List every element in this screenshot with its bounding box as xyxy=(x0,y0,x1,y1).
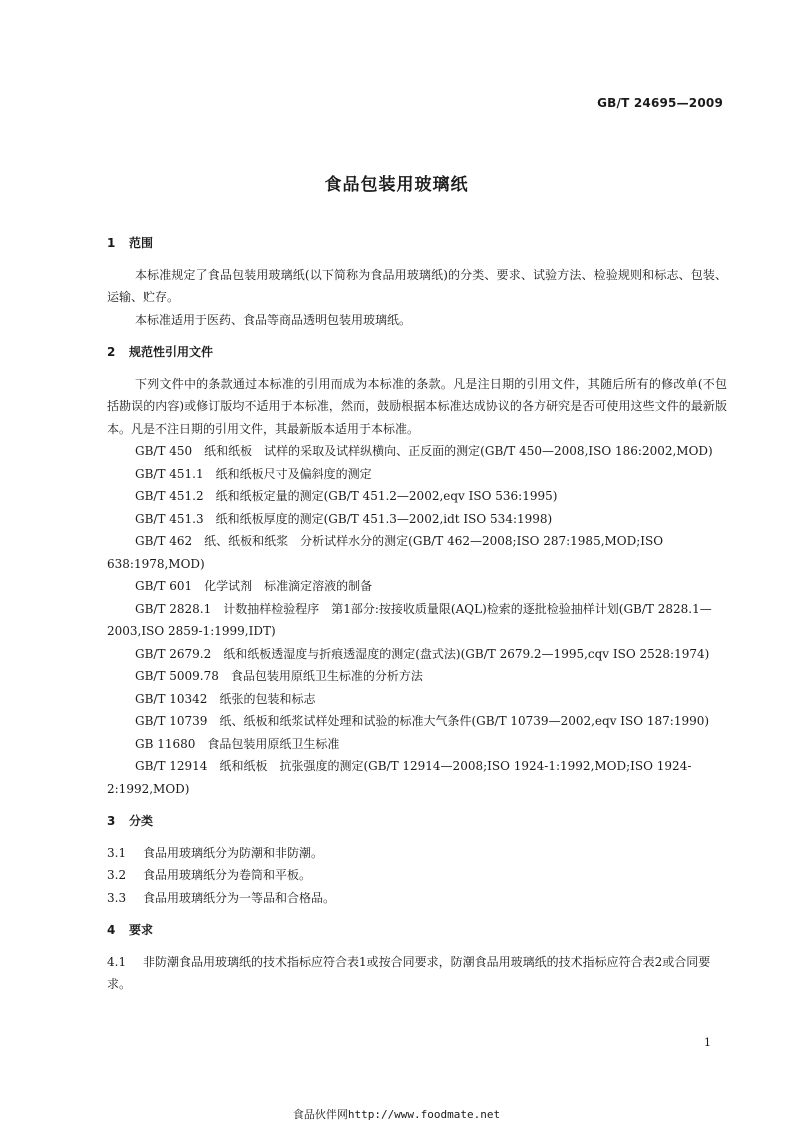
subclause xyxy=(107,842,727,865)
reference-item: GB/T 451.3 纸和纸板厚度的测定(GB/T 451.3—2002,idt ISO 534:1998) xyxy=(135,511,553,526)
subclause-number: 3.1 xyxy=(107,845,127,860)
paragraph: 本标准规定了食品包装用玻璃纸(以下简称为食品用玻璃纸)的分类、要求、试验方法、检验规则和标志、包装、运输、贮存。 xyxy=(107,267,727,304)
subclause xyxy=(107,864,727,887)
subclause-text: 食品用玻璃纸分为卷筒和平板。 xyxy=(143,868,312,882)
reference-item: GB/T 12914 纸和纸板 抗张强度的测定(GB/T 12914—2008;ISO 1924-1:1992,MOD;ISO 1924-2:1992,MOD) xyxy=(107,759,692,796)
section-heading xyxy=(107,810,727,833)
reference-item: GB/T 451.2 纸和纸板定量的测定(GB/T 451.2—2002,eqv ISO 536:1995) xyxy=(135,489,558,503)
subclause xyxy=(107,887,727,910)
subclause-number: 3.3 xyxy=(107,890,127,905)
paragraph: 下列文件中的条款通过本标准的引用而成为本标准的条款。凡是注日期的引用文件，其随后所有的修改单(不包括勘误的内容)或修订版均不适用于本标准，然而，鼓励根据本标准达成协议的各方研究是否可使用这些文件的最新版本。凡是不注日期的引用文件，其最新版本适用于本标准。 xyxy=(107,376,727,436)
reference-item: GB 11680 食品包装用原纸卫生标准 xyxy=(135,736,340,751)
section-title: 范围 xyxy=(129,236,154,250)
document-title: 食品包装用玻璃纸 xyxy=(324,175,469,195)
subclause-text: 食品用玻璃纸分为一等品和合格品。 xyxy=(143,890,336,905)
section-heading xyxy=(107,919,727,942)
section-number: 1 xyxy=(107,236,116,250)
section-number: 2 xyxy=(107,345,116,359)
reference-item: GB/T 462 纸、纸板和纸浆 分析试样水分的测定(GB/T 462—2008;ISO 287:1985,MOD;ISO 638:1978,MOD) xyxy=(107,534,664,571)
section-heading xyxy=(107,232,727,255)
document-body xyxy=(107,232,727,996)
section-number: 4 xyxy=(107,923,116,937)
subclause-text: 食品用玻璃纸分为防潮和非防潮。 xyxy=(143,845,324,860)
subclause-text: 非防潮食品用玻璃纸的技术指标应符合表1或按合同要求，防潮食品用玻璃纸的技术指标应符合表2或合同要求。 xyxy=(107,954,711,991)
reference-item: GB/T 2679.2 纸和纸板透湿度与折痕透湿度的测定(盘式法)(GB/T 2679.2—1995,cqv ISO 2528:1974) xyxy=(135,646,710,661)
reference-item: GB/T 451.1 纸和纸板尺寸及偏斜度的测定 xyxy=(135,466,372,481)
subclause xyxy=(107,951,727,996)
section-title: 要求 xyxy=(129,923,154,937)
subclause-number: 4.1 xyxy=(107,954,127,969)
reference-item: GB/T 2828.1 计数抽样检验程序 第1部分:按接收质量限(AQL)检索的逐批检验抽样计划(GB/T 2828.1—2003,ISO 2859-1:1999,IDT) xyxy=(107,601,712,638)
section-title: 规范性引用文件 xyxy=(129,345,214,359)
reference-item: GB/T 10739 纸、纸板和纸浆试样处理和试验的标准大气条件(GB/T 10739—2002,eqv ISO 187:1990) xyxy=(135,714,710,728)
paragraph: 本标准适用于医药、食品等商品透明包装用玻璃纸。 xyxy=(135,312,412,327)
section-title: 分类 xyxy=(129,814,154,828)
standard-code: GB/T 24695—2009 xyxy=(597,96,723,110)
subclause-number: 3.2 xyxy=(107,868,127,882)
reference-item: GB/T 5009.78 食品包装用原纸卫生标准的分析方法 xyxy=(135,669,423,683)
footer-watermark: 食品伙伴网http://www.foodmate.net xyxy=(292,1108,501,1121)
section-heading xyxy=(107,341,727,364)
reference-item: GB/T 601 化学试剂 标准滴定溶液的制备 xyxy=(135,579,373,593)
page-number: 1 xyxy=(704,1036,711,1049)
section-number: 3 xyxy=(107,814,116,828)
reference-item: GB/T 450 纸和纸板 试样的采取及试样纵横向、正反面的测定(GB/T 450—2008,ISO 186:2002,MOD) xyxy=(135,444,713,458)
reference-item: GB/T 10342 纸张的包装和标志 xyxy=(135,691,316,706)
